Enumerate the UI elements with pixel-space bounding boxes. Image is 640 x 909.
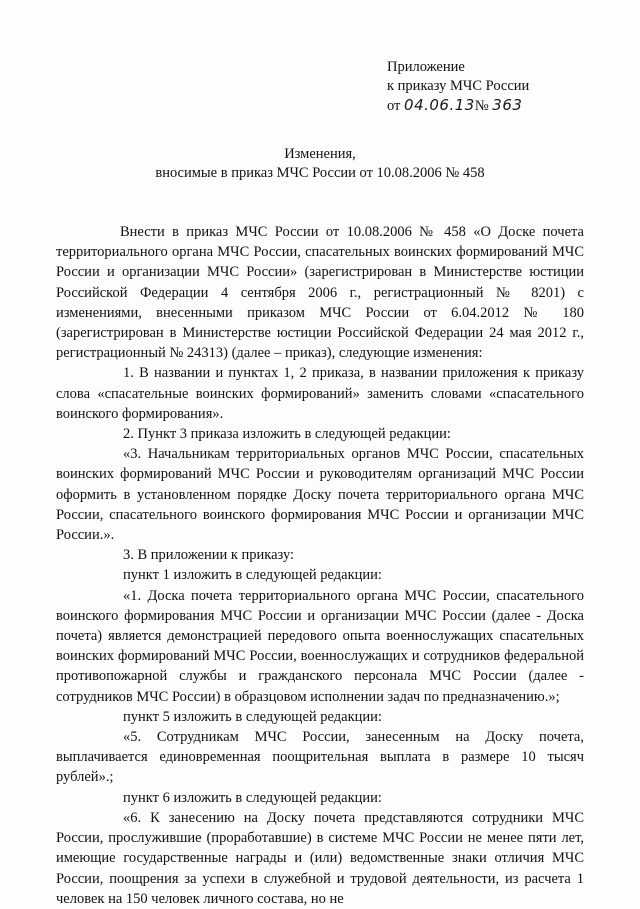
annex-line-1: Приложение [387, 59, 465, 75]
paragraph-point-6-intro: пункт 6 изложить в следующей редакции: [123, 789, 382, 806]
handwritten-date: 04.06.13 [404, 96, 475, 114]
title-line-1: Изменения, [284, 146, 356, 162]
document-title [0, 145, 640, 183]
paragraph-point-5-intro: пункт 5 изложить в следующей редакции: [123, 708, 382, 725]
handwritten-number: 363 [492, 96, 523, 114]
paragraph-point-1-intro: пункт 1 изложить в следующей редакции: [123, 567, 382, 584]
annex-date-prefix: от [387, 98, 401, 114]
paragraph-quote-1: «1. Доска почета территориального органа МЧС России, спасательного воинского формирования МЧС России и организации МЧС России (далее - Доска почета) является демонстрацией передового опыта военнослужащих спасательных воинских формирований МЧС России, военнослужащих и сотрудников федеральной противопожарной службы и гражданского персонала МЧС России (далее - сотрудников МЧС России) в образцовом исполнении задач по предназначению.»; [56, 587, 584, 705]
annex-header [387, 58, 529, 116]
annex-number-sign: № [474, 98, 489, 114]
paragraph-quote-5: «5. Сотрудникам МЧС России, занесенным на Доску почета, выплачивается единовременная поощрительная выплата в размере 10 тысяч рублей».; [56, 729, 584, 786]
annex-line-2: к приказу МЧС России [387, 78, 530, 94]
paragraph-item-3: 3. В приложении к приказу: [123, 547, 295, 564]
paragraph-quote-3: «3. Начальникам территориальных органов МЧС России, спасательных воинских формирований МЧС России и руководителям организаций МЧС России оформить в установленном порядке Доску почета территориального органа МЧС России, спасательного воинского формирования МЧС России и организации МЧС России.». [56, 446, 584, 544]
annex-line-3 [387, 96, 529, 116]
paragraph-item-1: 1. В названии и пунктах 1, 2 приказа, в названии приложения к приказу слова «спасательные воинских формирований» заменить словами «спасательного воинского формирования». [56, 365, 584, 422]
paragraph-item-2: 2. Пункт 3 приказа изложить в следующей редакции: [123, 426, 451, 443]
document-body [56, 222, 584, 909]
paragraph-intro: Внести в приказ МЧС России от 10.08.2006 № 458 «О Доске почета территориального органа МЧС России, спасательных воинских формирований МЧС России и организации МЧС России» (зарегистрирован в Министерстве юстиции Российской Федерации 4 сентября 2006 г., регистрационный № 8201) с изменениями, внесенными приказом МЧС России от 6.04.2012 № 180 (зарегистрирован в Министерстве юстиции Российской Федерации 24 мая 2012 г., регистрационный № 24313) (далее – приказ), следующие изменения: [56, 224, 584, 362]
paragraph-quote-6: «6. К занесению на Доску почета представляются сотрудники МЧС России, прослужившие (проработавшие) в системе МЧС России не менее пяти лет, имеющие государственные награды и (или) ведомственные знаки отличия МЧС России, поощрения за успехи в служебной и трудовой деятельности, из расчета 1 человек на 150 человек личного состава, но не [56, 809, 584, 907]
title-line-2: вносимые в приказ МЧС России от 10.08.2006 № 458 [155, 165, 485, 181]
